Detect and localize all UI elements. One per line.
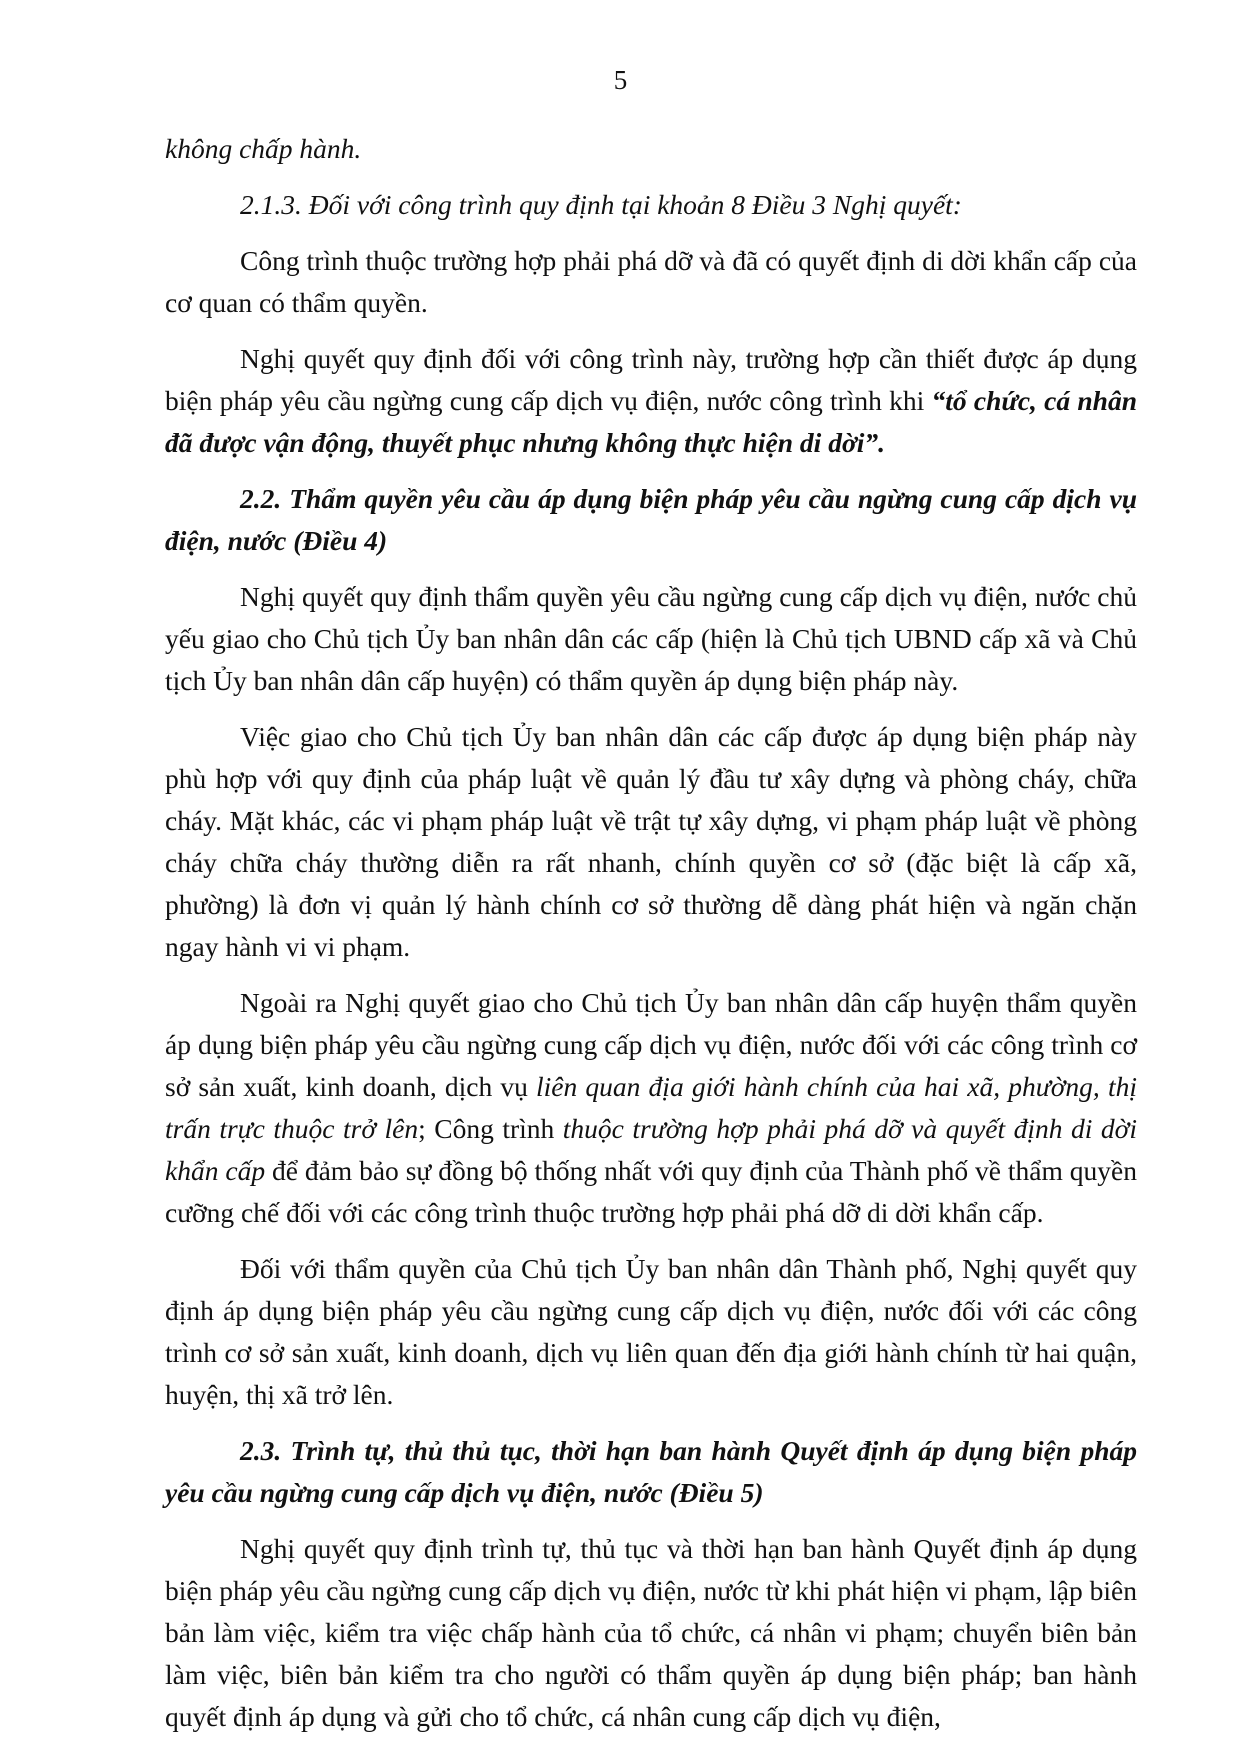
subheading-2-1-3: 2.1.3. Đối với công trình quy định tại khoản 8 Điều 3 Nghị quyết: <box>240 189 962 220</box>
paragraph-continuation: không chấp hành. <box>165 133 362 164</box>
paragraph-procedure: Nghị quyết quy định trình tự, thủ tục và thời hạn ban hành Quyết định áp dụng biện pháp yêu cầu ngừng cung cấp dịch vụ điện, nước từ khi phát hiện vi phạm, lập biên bản làm việc, kiểm tra việc chấp hành của tổ chức, cá nhân vi phạm; chuyển biên bản làm việc, biên bản kiểm tra cho người có thẩm quyền áp dụng biện pháp; ban hành quyết định áp dụng và gửi cho tổ chức, cá nhân cung cấp dịch vụ điện, <box>165 1533 1137 1732</box>
paragraph-text: ; Công trình <box>418 1113 563 1144</box>
paragraph-district-authority <box>165 982 1137 1234</box>
paragraph-resolution-requirement <box>165 338 1137 464</box>
paragraph-city-authority: Đối với thẩm quyền của Chủ tịch Ủy ban nhân dân Thành phố, Nghị quyết quy định áp dụng biện pháp yêu cầu ngừng cung cấp dịch vụ điện, nước đối với các công trình cơ sở sản xuất, kinh doanh, dịch vụ liên quan đến địa giới hành chính từ hai quận, huyện, thị xã trở lên. <box>165 1253 1137 1410</box>
paragraph-text: để đảm bảo sự đồng bộ thống nhất với quy định của Thành phố về thẩm quyền cưỡng chế đối với các công trình thuộc trường hợp phải phá dỡ di dời khẩn cấp. <box>165 1155 1137 1228</box>
italic-text: thuộc trường hợp phải phá dỡ và quyết định di dời khẩn cấp <box>165 1113 1137 1186</box>
document-body <box>165 128 1137 1752</box>
paragraph-authority: Nghị quyết quy định thẩm quyền yêu cầu ngừng cung cấp dịch vụ điện, nước chủ yếu giao cho Chủ tịch Ủy ban nhân dân các cấp (hiện là Chủ tịch UBND cấp xã và Chủ tịch Ủy ban nhân dân cấp huyện) có thẩm quyền áp dụng biện pháp này. <box>165 581 1137 696</box>
page-number: 5 <box>613 65 628 95</box>
heading-2-3: 2.3. Trình tự, thủ thủ tục, thời hạn ban hành Quyết định áp dụng biện pháp yêu cầu ngừng cung cấp dịch vụ điện, nước (Điều 5) <box>165 1435 1137 1508</box>
paragraph-rationale: Việc giao cho Chủ tịch Ủy ban nhân dân các cấp được áp dụng biện pháp này phù hợp với quy định của pháp luật về quản lý đầu tư xây dựng và phòng cháy, chữa cháy. Mặt khác, các vi phạm pháp luật về trật tự xây dựng, vi phạm pháp luật về phòng cháy chữa cháy thường diễn ra rất nhanh, chính quyền cơ sở (đặc biệt là cấp xã, phường) là đơn vị quản lý hành chính cơ sở thường dễ dàng phát hiện và ngăn chặn ngay hành vi vi phạm. <box>165 721 1137 962</box>
paragraph-emergency-relocation: Công trình thuộc trường hợp phải phá dỡ và đã có quyết định di dời khẩn cấp của cơ quan có thẩm quyền. <box>165 245 1137 318</box>
quoted-condition: “tổ chức, cá nhân đã được vận động, thuyết phục nhưng không thực hiện di dời”. <box>165 385 1137 458</box>
paragraph-text: Ngoài ra Nghị quyết giao cho Chủ tịch Ủy ban nhân dân cấp huyện thẩm quyền áp dụng biện pháp yêu cầu ngừng cung cấp dịch vụ điện, nước đối với các công trình cơ sở sản xuất, kinh doanh, dịch vụ <box>165 987 1137 1102</box>
heading-2-2: 2.2. Thẩm quyền yêu cầu áp dụng biện pháp yêu cầu ngừng cung cấp dịch vụ điện, nước (Điều 4) <box>165 483 1137 556</box>
paragraph-text: Nghị quyết quy định đối với công trình này, trường hợp cần thiết được áp dụng biện pháp yêu cầu ngừng cung cấp dịch vụ điện, nước công trình khi <box>165 343 1137 416</box>
italic-text: liên quan địa giới hành chính của hai xã, phường, thị trấn trực thuộc trở lên <box>165 1071 1137 1144</box>
